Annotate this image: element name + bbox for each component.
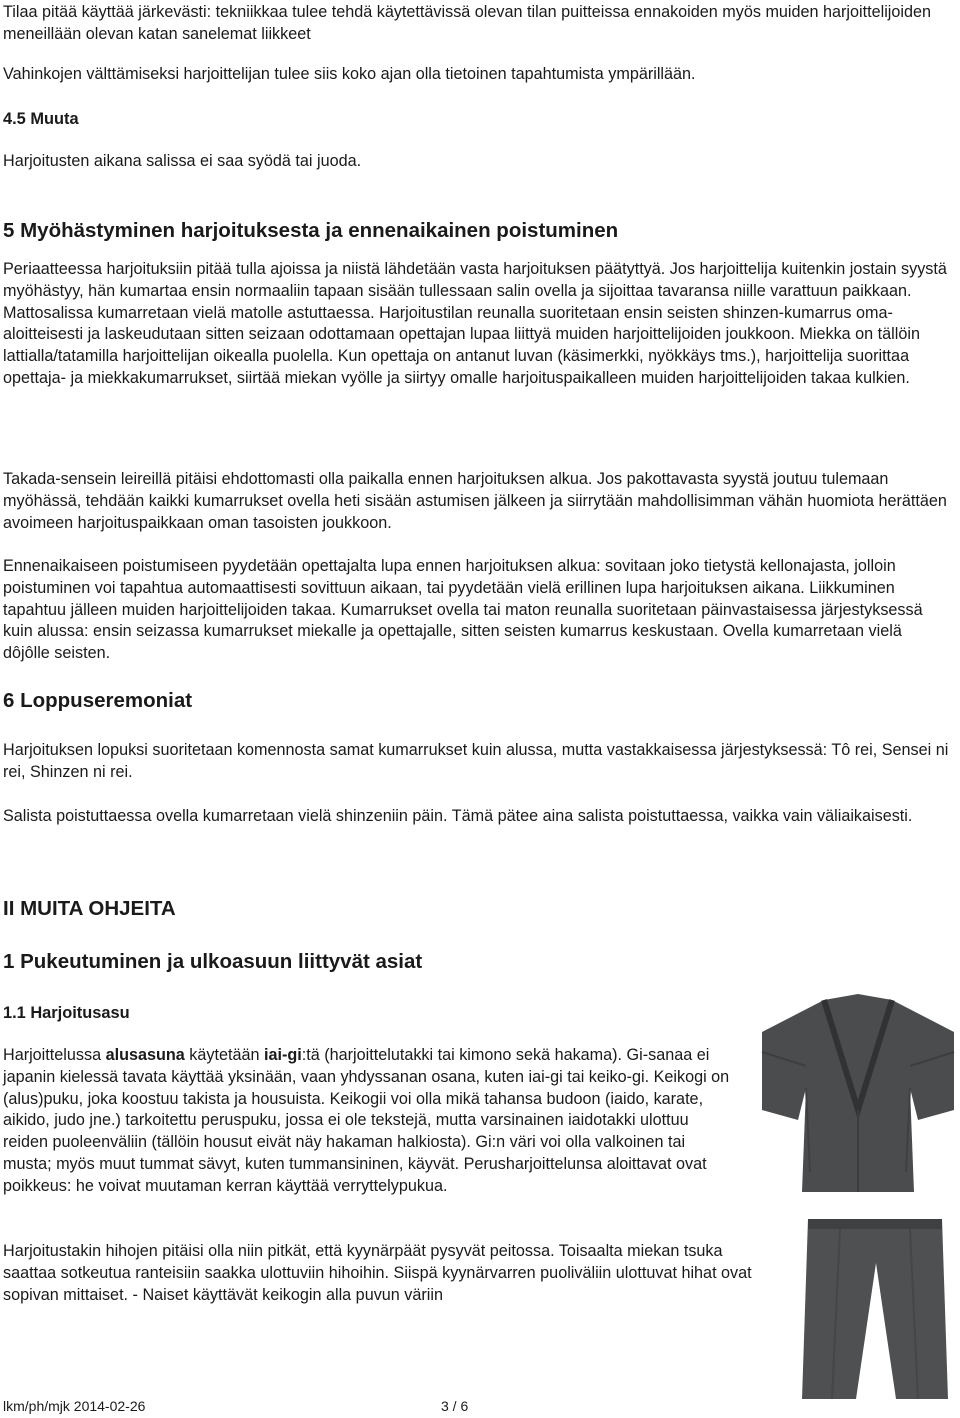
emphasis-alusasuna: alusasuna — [105, 1046, 185, 1064]
text: Harjoittelussa — [3, 1046, 106, 1064]
heading-1-1: 1.1 Harjoitusasu — [3, 1004, 130, 1022]
paragraph-training-outfit — [3, 1045, 738, 1198]
footer-page-number: 3 / 6 — [441, 1398, 469, 1414]
emphasis-iai-gi: iai-gi — [263, 1046, 302, 1064]
heading-6: 6 Loppuseremoniat — [3, 689, 193, 712]
heading-5: 5 Myöhästyminen harjoituksesta ja ennenaikainen poistuminen — [3, 219, 619, 242]
paragraph-space-usage: Tilaa pitää käyttää järkevästi: tekniikkaa tulee tehdä käytettävissä olevan tilan puitteissa ennakoiden myös muiden harjoittelijoiden meneillään olevan katan sanelemat liikkeet — [3, 3, 932, 43]
text: käytetään — [184, 1046, 264, 1064]
heading-1: 1 Pukeutuminen ja ulkoasuun liittyvät asiat — [3, 950, 423, 973]
paragraph-late-arrival: Periaatteessa harjoituksiin pitää tulla ajoissa ja niistä lähdetään vasta harjoituksen päätyttyä. Jos harjoittelija kuitenkin jostain syystä myöhästyy, hän kumartaa ensin normaaliin tapaan sisään tullessaan salin ovella ja sijoittaa tavaransa niille varattuun paikkaan. Mattosalissa kumarretaan vielä matolle astuttaessa. Harjoitustilan reunalla suoritetaan ensin seisten shinzen-kumarrus oma-aloitteisesti ja laskeudutaan sitten seizaan odottamaan opettajan lupaa liittyä muiden harjoittelijoiden joukkoon. Miekka on tällöin lattialla/tatamilla harjoittelijan oikealla puolella. Kun opettaja on antanut luvan (käsimerkki, nyökkäys tms.), harjoittelija suorittaa opettaja- ja miekkakumarrukset, siirtää miekan vyölle ja siirtyy omalle harjoituspaikalleen muiden harjoittelijoiden takaa kulkien. — [3, 260, 947, 387]
heading-4-5: 4.5 Muuta — [3, 110, 79, 128]
paragraph-early-leave: Ennenaikaiseen poistumiseen pyydetään opettajalta lupa ennen harjoituksen alkua: sovitaan joko tietystä kellonajasta, jolloin poistuminen voi tapahtua automaattisesti sovittuun aikaan, tai pyydetään vielä erillinen lupa harjoituksen aikana. Liikkuminen tapahtuu jälleen muiden harjoittelijoiden takaa. Kumarrukset ovella tai maton reunalla suoritetaan päinvastaisessa järjestyksessä kuin alussa: ensin seizassa kumarrukset miekalle ja opettajalle, sitten seisten kumarrus keskustaan. Ovella kumarretaan vielä dôjôlle seisten. — [3, 557, 923, 663]
paragraph-closing-bows: Harjoituksen lopuksi suoritetaan komennosta samat kumarrukset kuin alussa, mutta vastakkaisessa järjestyksessä: Tô rei, Sensei ni rei, Shinzen ni rei. — [3, 741, 949, 781]
paragraph-takada-sensei: Takada-sensein leireillä pitäisi ehdottomasti olla paikalla ennen harjoituksen alkua. Jos pakottavasta syystä joutuu tulemaan myöhässä, tehdään kaikki kumarrukset ovella heti sisään astumisen jälkeen ja siirrytään mahdollisimman vähän huomiota herättäen avoimeen harjoituspaikkaan oman tasoisten joukkoon. — [3, 470, 947, 532]
paragraph-leaving-hall: Salista poistuttaessa ovella kumarretaan vielä shinzeniin päin. Tämä pätee aina salista poistuttaessa, vaikka vain väliaikaisesti. — [3, 807, 913, 825]
paragraph-sleeves: Harjoitustakin hihojen pitäisi olla niin pitkät, että kyynärpäät pysyvät peitossa. Toisaalta miekan tsuka saattaa sotkeutua ranteisiin saakka ulottuviin hihoihin. Siispä kyynärvarren puoliväliin ulottuvat hihat ovat sopivan mittaiset. - Naiset käyttävät keikogin alla puvun väriin — [3, 1242, 752, 1304]
keikogi-pants-image — [800, 1213, 950, 1401]
text: :tä (harjoittelutakki tai kimono sekä hakama). Gi-sanaa ei japanin kielessä tavata käyttää yksinään, vaan yhdyssanan osana, kuten iai-gi tai keiko-gi. Keikogi on (alus)puku, joka koostuu takista ja housuista. Keikogii voi olla mikä tahansa budoon (iaido, karate, aikido, judo jne.) tarkoitettu peruspuku, jossa ei ole tekstejä, mutta varsinainen iaidotakki ulottuu reiden puoleenväliin (tällöin housut eivät näy hakaman halkiosta). Gi:n väri voi olla valkoinen tai musta; myös muut tummat sävyt, kuten tummansininen, käyvät. Perusharjoittelunsa aloittavat ovat poikkeus: he voivat muutaman kerran käyttää verryttelypukua. — [3, 1046, 730, 1195]
heading-II: II MUITA OHJEITA — [3, 897, 176, 920]
paragraph-no-eating: Harjoitusten aikana salissa ei saa syödä tai juoda. — [3, 152, 362, 170]
paragraph-awareness: Vahinkojen välttämiseksi harjoittelijan tulee siis koko ajan olla tietoinen tapahtumista ympärillään. — [3, 65, 696, 83]
footer-author-date: lkm/ph/mjk 2014-02-26 — [3, 1398, 146, 1414]
keikogi-jacket-image — [758, 992, 958, 1197]
